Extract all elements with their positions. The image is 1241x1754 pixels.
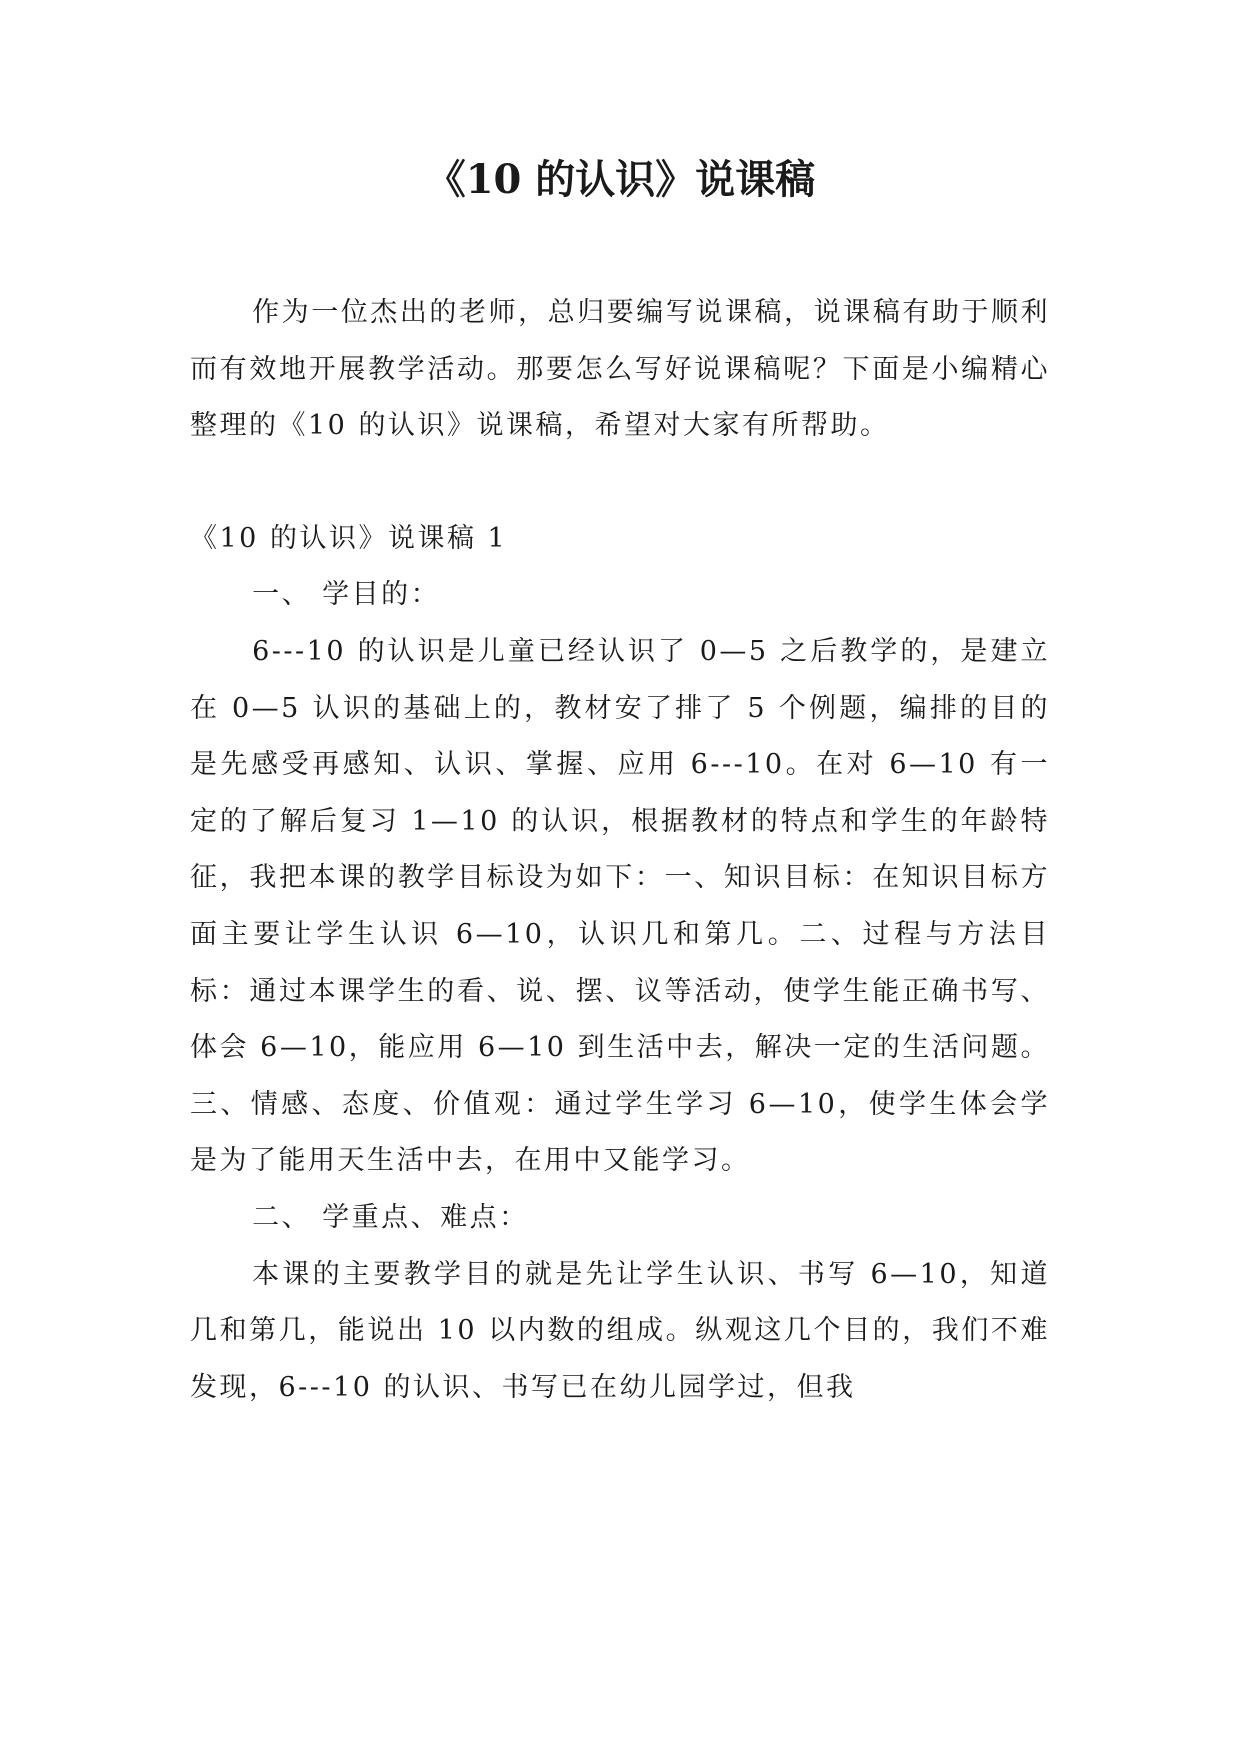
heading-teaching-goals: 一、 学目的： (252, 579, 441, 611)
document-body (190, 285, 1050, 1416)
goals-paragraph: 6---10 的认识是儿童已经认识了 0—5 之后教学的，是建立在 0—5 认识的基础上的，教材安了排了 5 个例题，编排的目的是先感受再感知、认识、掌握、应用 6---10。在对 6—10 有一定的了解后复习 1—10 的认识，根据教材的特点和学生的年龄特征，我把本课的教学目标设为如下：一、知识目标：在知识目标方面主要让学生认识 6—10，认识几和第几。二、过程与方法目标：通过本课学生的看、说、摆、议等活动，使学生能正确书写、体会 6—10，能应用 6—10 到生活中去，解决一定的生活问题。三、情感、态度、价值观：通过学生学习 6—10，使学生体会学是为了能用天生活中去，在用中又能学习。 (190, 635, 1050, 1177)
paragraph-spacer (190, 455, 1050, 511)
key-points-paragraph: 本课的主要教学目的就是先让学生认识、书写 6—10，知道几和第几，能说出 10 以内数的组成。纵观这几个目的，我们不难发现，6---10 的认识、书写已在幼儿园学过，但我 (190, 1258, 1050, 1403)
document-title: 《10 的认识》说课稿 (425, 156, 816, 203)
heading-key-points: 二、 学重点、难点： (252, 1201, 529, 1233)
section-title: 《10 的认识》说课稿 1 (190, 522, 508, 554)
intro-paragraph: 作为一位杰出的老师，总归要编写说课稿，说课稿有助于顺利而有效地开展教学活动。那要怎么写好说课稿呢？下面是小编精心整理的《10 的认识》说课稿，希望对大家有所帮助。 (190, 297, 1050, 442)
